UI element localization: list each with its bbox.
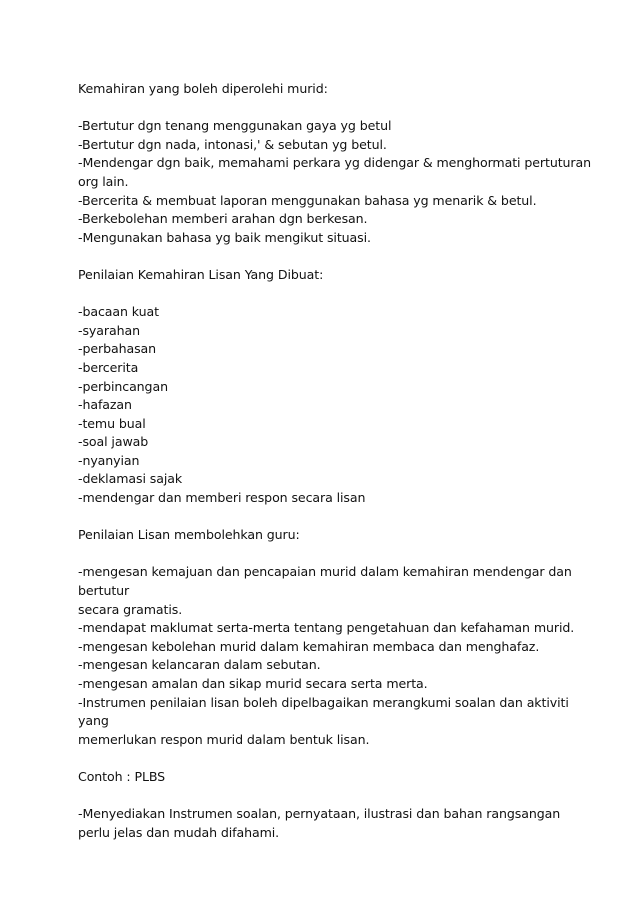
paragraph-gap: [78, 545, 568, 564]
list-item: -perbincangan: [78, 378, 168, 394]
text-line: -mengesan amalan dan sikap murid secara serta merta.: [78, 676, 428, 691]
list-item: -bercerita: [78, 359, 139, 375]
text-line: -Menyediakan Instrumen soalan, pernyataan, ilustrasi dan bahan rangsangan: [78, 806, 561, 822]
text-line: org lain.: [78, 173, 129, 189]
text-line: bertutur: [78, 583, 130, 599]
text-line: -Berkebolehan memberi arahan dgn berkesan.: [78, 211, 368, 227]
text-line: perlu jelas dan mudah difahami.: [78, 824, 280, 840]
paragraph-gap: [78, 247, 568, 266]
paragraph-gap: [78, 508, 568, 527]
text-line: secara gramatis.: [78, 601, 183, 617]
text-line: -Bercerita & membuat laporan menggunakan bahasa yg menarik & betul.: [78, 192, 537, 208]
list-item: -syarahan: [78, 322, 140, 338]
text-line: -mendapat maklumat serta-merta tentang pengetahuan dan kefahaman murid.: [78, 620, 575, 636]
text-line: -Mengunakan bahasa yg baik mengikut situasi.: [78, 229, 371, 245]
text-line: yang: [78, 713, 109, 729]
list-item: -nyanyian: [78, 452, 140, 468]
section-heading: Contoh : PLBS: [78, 768, 166, 784]
paragraph-gap: [78, 285, 568, 304]
text-line: -mengesan kemajuan dan pencapaian murid dalam kemahiran mendengar dan: [78, 564, 572, 580]
section-heading: Penilaian Kemahiran Lisan Yang Dibuat:: [78, 266, 324, 282]
text-line: -Instrumen penilaian lisan boleh dipelbagaikan merangkumi soalan dan aktiviti: [78, 694, 569, 710]
list-item: -bacaan kuat: [78, 304, 159, 320]
list-item: -perbahasan: [78, 341, 157, 357]
list-item: -soal jawab: [78, 434, 149, 450]
text-line: -mengesan kebolehan murid dalam kemahiran membaca dan menghafaz.: [78, 638, 540, 654]
section-heading: Kemahiran yang boleh diperolehi murid:: [78, 81, 328, 96]
text-line: -Bertutur dgn tenang menggunakan gaya yg betul: [78, 118, 392, 134]
text-line: -mengesan kelancaran dalam sebutan.: [78, 657, 321, 673]
text-line: -Mendengar dgn baik, memahami perkara yg didengar & menghormati pertuturan: [78, 155, 591, 171]
list-item: -mendengar dan memberi respon secara lisan: [78, 490, 366, 506]
text-line: memerlukan respon murid dalam bentuk lisan.: [78, 731, 370, 747]
document-body: [78, 80, 591, 842]
list-item: -deklamasi sajak: [78, 471, 183, 487]
paragraph-gap: [78, 749, 568, 768]
list-item: -hafazan: [78, 397, 132, 413]
list-item: -temu bual: [78, 415, 146, 431]
section-heading: Penilaian Lisan membolehkan guru:: [78, 527, 300, 543]
paragraph-gap: [78, 787, 568, 806]
text-line: -Bertutur dgn nada, intonasi,' & sebutan yg betul.: [78, 136, 387, 152]
paragraph-gap: [78, 99, 568, 118]
